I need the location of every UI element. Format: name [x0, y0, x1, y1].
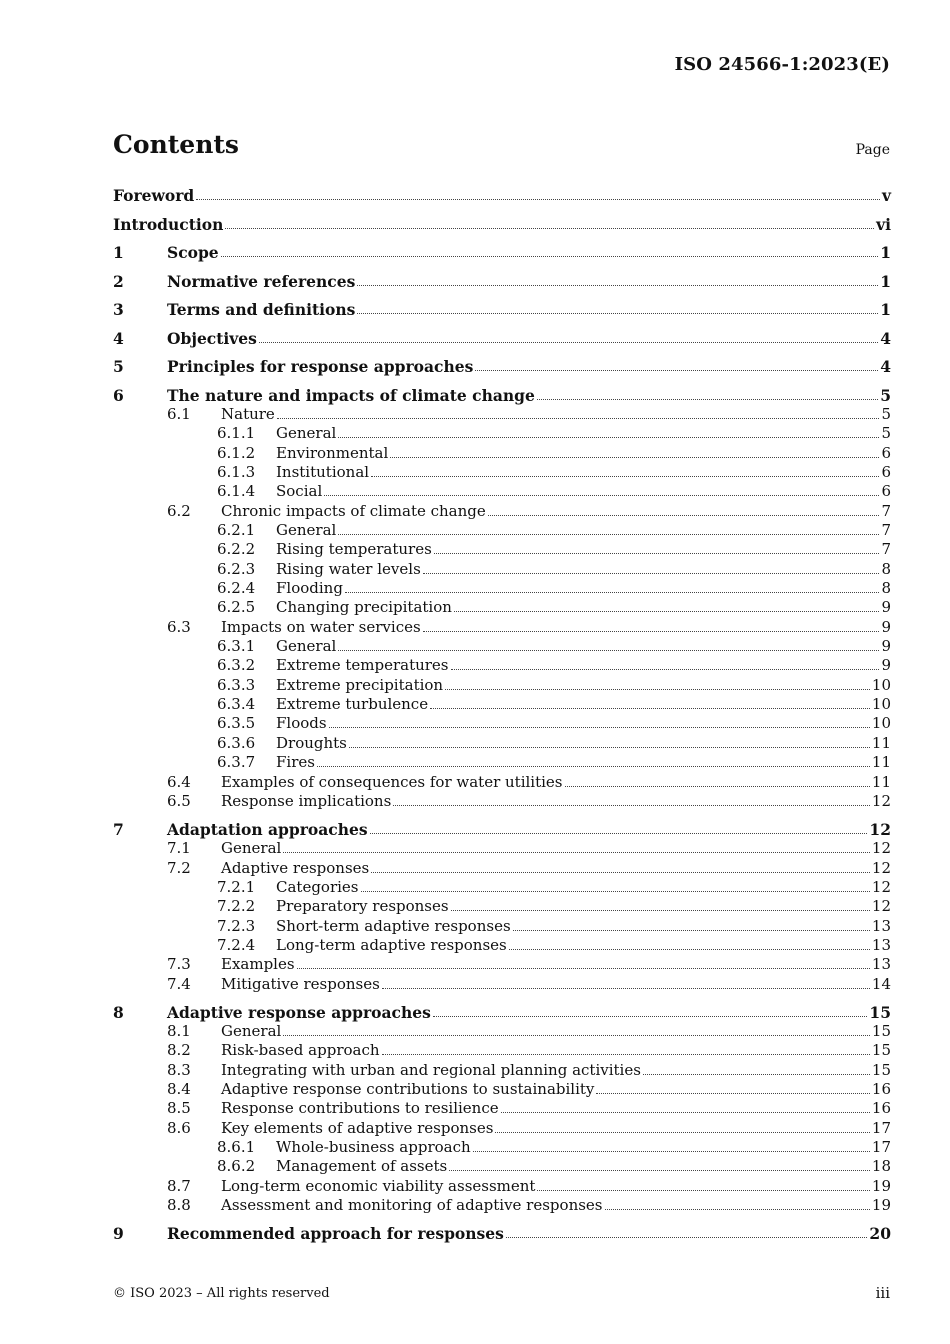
toc-entry-title: Impacts on water services [221, 617, 421, 636]
toc-entry-title: Adaptive response approaches [167, 1002, 431, 1022]
toc-entry-title: Rising water levels [276, 559, 421, 578]
toc-entry-page: 15 [871, 1041, 891, 1060]
toc-entry-number: 8.6 [167, 1118, 191, 1137]
toc-entry[interactable] [113, 329, 891, 348]
dot-leader [283, 1034, 870, 1036]
toc-entry[interactable] [113, 820, 891, 839]
toc-entry-page: 20 [869, 1224, 891, 1244]
toc-entry-page: 10 [871, 675, 891, 694]
toc-entry-title: Rising temperatures [276, 540, 432, 559]
dot-leader [506, 1236, 868, 1238]
toc-entry-title: The nature and impacts of climate change [167, 385, 535, 405]
toc-entry-page: 11 [871, 733, 891, 752]
toc-entry-number: 2 [113, 271, 124, 291]
toc-entry-number: 3 [113, 300, 124, 319]
toc-entry-number: 6.3.1 [217, 637, 256, 656]
toc-entry-title: Introduction [113, 214, 224, 234]
toc-entry-title: General [276, 637, 337, 656]
toc-entry-title: Floods [276, 714, 327, 733]
toc-entry-page: 18 [871, 1157, 891, 1176]
toc-entry-title: Categories [276, 877, 359, 896]
toc-entry[interactable] [113, 579, 891, 598]
toc-entry-page: 1 [880, 300, 891, 319]
dot-leader [196, 198, 880, 200]
toc-entry-page: 19 [871, 1196, 891, 1215]
toc-entry[interactable] [113, 215, 891, 234]
dot-leader [283, 851, 870, 853]
toc-entry-page: 17 [871, 1138, 891, 1157]
toc-entry[interactable] [113, 839, 891, 858]
toc-entry-number: 6.1.1 [217, 424, 256, 443]
dot-leader [357, 284, 878, 286]
toc-entry-number: 6.1.2 [217, 443, 256, 462]
toc-entry[interactable] [113, 1138, 891, 1157]
toc-entry-number: 1 [113, 243, 124, 262]
toc-entry-number: 6.3 [167, 617, 191, 636]
contents-heading: Contents [113, 130, 240, 159]
toc-entry-number: 6.2.2 [217, 540, 256, 559]
toc-entry[interactable] [113, 955, 891, 974]
toc-entry-page: 13 [871, 916, 891, 935]
toc-entry-title: Objectives [167, 328, 257, 348]
toc-entry[interactable] [113, 300, 891, 319]
toc-entry-page: 7 [881, 540, 891, 559]
toc-entry-page: 5 [881, 424, 891, 443]
toc-entry-page: 1 [880, 243, 891, 262]
toc-entry-page: 9 [881, 617, 891, 636]
dot-leader [537, 398, 878, 400]
toc-entry[interactable] [113, 936, 891, 955]
dot-leader [509, 948, 870, 950]
toc-entry-page: 15 [869, 1002, 891, 1022]
dot-leader [345, 591, 880, 593]
toc-entry[interactable] [113, 1061, 891, 1080]
toc-entry-title: Management of assets [276, 1157, 448, 1176]
toc-entry[interactable] [113, 1157, 891, 1176]
toc-entry-number: 7.2.1 [217, 877, 256, 896]
toc-entry[interactable] [113, 482, 891, 501]
toc-entry-title: Examples of consequences for water utilities [221, 772, 563, 791]
toc-entry[interactable] [113, 1080, 891, 1099]
page-column-label: Page [855, 142, 890, 158]
toc-entry[interactable] [113, 714, 891, 733]
toc-entry-page: 12 [871, 791, 891, 810]
dot-leader [488, 514, 880, 516]
toc-entry-number: 6.1 [167, 404, 191, 423]
toc-entry[interactable] [113, 186, 891, 205]
toc-entry-title: Nature [221, 404, 275, 423]
toc-entry[interactable] [113, 357, 891, 376]
toc-entry-title: Scope [167, 243, 219, 262]
toc-entry-page: 5 [881, 404, 891, 423]
toc-entry[interactable] [113, 598, 891, 617]
toc-entry-title: Short-term adaptive responses [276, 916, 511, 935]
toc-entry-number: 8.8 [167, 1196, 191, 1215]
toc-entry[interactable] [113, 386, 891, 405]
toc-entry-title: Extreme temperatures [276, 656, 449, 675]
toc-entry-number: 6.1.4 [217, 482, 256, 501]
toc-entry-page: 15 [871, 1022, 891, 1040]
toc-entry-page: 12 [871, 858, 891, 877]
toc-entry-page: 12 [869, 819, 891, 839]
toc-entry[interactable] [113, 444, 891, 463]
toc-entry[interactable] [113, 734, 891, 753]
toc-entry-page: 9 [881, 656, 891, 675]
toc-entry-title: Extreme turbulence [276, 695, 429, 714]
toc-entry-title: Risk-based approach [221, 1041, 380, 1060]
toc-entry[interactable] [113, 656, 891, 675]
page-number: iii [875, 1284, 890, 1302]
toc-entry-page: 13 [871, 935, 891, 954]
toc-entry-title: Extreme precipitation [276, 675, 444, 694]
toc-entry-number: 6.2.3 [217, 559, 256, 578]
toc-entry-number: 6.2.1 [217, 520, 256, 539]
toc-entry-page: 4 [880, 328, 891, 348]
toc-entry-title: Institutional [276, 462, 370, 481]
dot-leader [338, 436, 879, 438]
toc-entry-number: 8.5 [167, 1099, 191, 1118]
toc-entry-number: 6.3.6 [217, 733, 256, 752]
toc-entry-number: 9 [113, 1224, 124, 1244]
toc-entry-page: 19 [871, 1176, 891, 1195]
dot-leader [643, 1073, 870, 1075]
toc-entry[interactable] [113, 1177, 891, 1196]
toc-entry[interactable] [113, 1224, 891, 1243]
toc-entry[interactable] [113, 1003, 891, 1022]
toc-entry-number: 6.4 [167, 772, 191, 791]
toc-entry[interactable] [113, 463, 891, 482]
toc-entry-number: 8 [113, 1002, 124, 1022]
toc-entry-page: 12 [871, 877, 891, 896]
toc-entry[interactable] [113, 272, 891, 291]
toc-entry[interactable] [113, 859, 891, 878]
toc-entry[interactable] [113, 878, 891, 897]
dot-leader [434, 552, 880, 554]
toc-entry-number: 5 [113, 357, 124, 376]
dot-leader [329, 726, 870, 728]
toc-entry-page: 10 [871, 695, 891, 714]
dot-leader [430, 707, 870, 709]
dot-leader [473, 1150, 870, 1152]
toc-entry[interactable] [113, 405, 891, 424]
dot-leader [225, 227, 874, 229]
toc-entry[interactable] [113, 1041, 891, 1060]
toc-entry-title: Adaptive responses [221, 858, 370, 877]
toc-entry[interactable] [113, 560, 891, 579]
dot-leader [449, 1169, 870, 1171]
toc-entry-title: Changing precipitation [276, 598, 452, 617]
toc-entry[interactable] [113, 792, 891, 811]
toc-entry-page: 8 [881, 559, 891, 578]
toc-entry-number: 7.2.3 [217, 916, 256, 935]
toc-entry-page: 7 [881, 520, 891, 539]
toc-entry[interactable] [113, 521, 891, 540]
dot-leader [259, 341, 878, 343]
toc-entry-page: 13 [871, 955, 891, 974]
toc-entry[interactable] [113, 424, 891, 443]
dot-leader [317, 765, 870, 767]
toc-entry-title: Response implications [221, 791, 392, 810]
toc-entry-title: Foreword [113, 186, 195, 205]
toc-entry-title: Terms and definitions [167, 300, 356, 319]
toc-entry-page: 12 [871, 897, 891, 916]
toc-entry-number: 6.1.3 [217, 462, 256, 481]
dot-leader [382, 1053, 870, 1055]
toc-entry-number: 8.1 [167, 1022, 191, 1040]
dot-leader [454, 610, 880, 612]
toc-entry-title: Whole-business approach [276, 1138, 471, 1157]
dot-leader [338, 649, 879, 651]
toc-entry-title: Droughts [276, 733, 347, 752]
document-id: ISO 24566-1:2023(E) [674, 54, 890, 75]
dot-leader [370, 832, 868, 834]
toc-entry-title: General [276, 520, 337, 539]
toc-entry-title: Long-term economic viability assessment [221, 1176, 536, 1195]
toc-entry-title: Assessment and monitoring of adaptive responses [221, 1196, 603, 1215]
toc-entry-number: 8.7 [167, 1176, 191, 1195]
toc-entry-title: Key elements of adaptive responses [221, 1118, 494, 1137]
toc-entry-title: Response contributions to resilience [221, 1099, 499, 1118]
toc-entry-number: 7.1 [167, 839, 191, 858]
dot-leader [513, 929, 870, 931]
toc-entry-title: Flooding [276, 579, 343, 597]
dot-leader [324, 494, 879, 496]
toc-entry-page: 9 [881, 637, 891, 656]
dot-leader [357, 312, 878, 314]
toc-entry-page: 11 [871, 772, 891, 791]
dot-leader [445, 688, 870, 690]
toc-entry-number: 6.3.3 [217, 675, 256, 694]
dot-leader [565, 785, 870, 787]
toc-entry-page: vi [876, 214, 891, 234]
dot-leader [371, 871, 870, 873]
dot-leader [451, 909, 870, 911]
toc-entry-number: 6.3.5 [217, 714, 256, 733]
toc-entry-title: Principles for response approaches [167, 357, 474, 376]
toc-entry-page: 5 [880, 385, 891, 405]
toc-entry-page: 16 [871, 1080, 891, 1099]
toc-entry[interactable] [113, 773, 891, 792]
dot-leader [495, 1131, 869, 1133]
toc-entry-page: 9 [881, 598, 891, 617]
toc-entry-title: Long-term adaptive responses [276, 935, 507, 954]
toc-entry-number: 7.3 [167, 955, 191, 974]
dot-leader [277, 417, 880, 419]
dot-leader [605, 1208, 870, 1210]
toc-entry-page: 11 [871, 753, 891, 772]
dot-leader [221, 255, 879, 257]
dot-leader [596, 1092, 870, 1094]
dot-leader [338, 533, 879, 535]
dot-leader [433, 1015, 868, 1017]
toc-entry[interactable] [113, 1196, 891, 1215]
toc-entry-number: 6 [113, 385, 124, 405]
toc-entry-number: 8.2 [167, 1041, 191, 1060]
toc-entry-title: Environmental [276, 443, 389, 462]
toc-entry-page: 16 [871, 1099, 891, 1118]
toc-entry-page: 6 [881, 482, 891, 501]
toc-entry[interactable] [113, 540, 891, 559]
toc-entry-title: Chronic impacts of climate change [221, 501, 486, 520]
toc-entry[interactable] [113, 753, 891, 772]
toc-entry-title: Normative references [167, 271, 356, 291]
toc-entry-title: Social [276, 482, 323, 501]
toc-entry-page: 12 [871, 839, 891, 858]
toc-entry-title: General [221, 1022, 282, 1040]
toc-entry-title: Fires [276, 753, 315, 772]
toc-entry-title: Examples [221, 955, 295, 974]
dot-leader [297, 967, 870, 969]
toc-entry[interactable] [113, 637, 891, 656]
toc-entry-number: 8.4 [167, 1080, 191, 1099]
toc-entry-title: Adaptation approaches [167, 819, 368, 839]
toc-entry-number: 6.2 [167, 501, 191, 520]
toc-entry-number: 7 [113, 819, 124, 839]
toc-entry[interactable] [113, 1022, 891, 1041]
toc-entry-number: 6.5 [167, 791, 191, 810]
toc-entry-page: 7 [881, 501, 891, 520]
toc-entry-title: Recommended approach for responses [167, 1224, 504, 1244]
dot-leader [475, 369, 878, 371]
toc-entry[interactable] [113, 897, 891, 916]
dot-leader [371, 475, 879, 477]
copyright-notice: © ISO 2023 – All rights reserved [113, 1286, 330, 1301]
toc-entry-number: 6.2.5 [217, 598, 256, 617]
toc-entry-title: General [276, 424, 337, 443]
toc-entry-page: 14 [871, 974, 891, 993]
dot-leader [390, 456, 879, 458]
toc-entry[interactable] [113, 695, 891, 714]
toc-entry-page: 10 [871, 714, 891, 733]
toc-entry[interactable] [113, 676, 891, 695]
toc-entry-number: 8.6.1 [217, 1138, 256, 1157]
toc-entry-title: General [221, 839, 282, 858]
toc-entry-page: 6 [881, 443, 891, 462]
dot-leader [361, 890, 870, 892]
toc-entry-page: 8 [881, 579, 891, 597]
toc-entry-page: 15 [871, 1060, 891, 1079]
dot-leader [451, 668, 880, 670]
dot-leader [537, 1189, 869, 1191]
toc-entry[interactable] [113, 618, 891, 637]
toc-entry-number: 6.2.4 [217, 579, 256, 597]
toc-entry[interactable] [113, 502, 891, 521]
toc-entry-number: 7.2 [167, 858, 191, 877]
toc-entry-number: 8.3 [167, 1060, 191, 1079]
toc-entry-number: 6.3.7 [217, 753, 256, 772]
toc-entry-title: Adaptive response contributions to sustainability [221, 1080, 595, 1099]
toc-entry-page: 4 [880, 357, 891, 376]
toc-entry-number: 7.2.2 [217, 897, 256, 916]
toc-entry-number: 8.6.2 [217, 1157, 256, 1176]
dot-leader [393, 804, 870, 806]
toc-entry[interactable] [113, 975, 891, 994]
dot-leader [349, 746, 870, 748]
toc-entry-title: Mitigative responses [221, 974, 380, 993]
dot-leader [423, 572, 880, 574]
toc-entry-title: Preparatory responses [276, 897, 449, 916]
toc-entry-number: 7.4 [167, 974, 191, 993]
dot-leader [382, 987, 870, 989]
toc-entry-page: 17 [871, 1118, 891, 1137]
toc-entry[interactable] [113, 1119, 891, 1138]
toc-entry-page: 6 [881, 462, 891, 481]
dot-leader [501, 1111, 870, 1113]
toc-entry[interactable] [113, 243, 891, 262]
dot-leader [423, 630, 880, 632]
toc-entry-title: Integrating with urban and regional planning activities [221, 1060, 641, 1079]
toc-entry-number: 7.2.4 [217, 935, 256, 954]
toc-entry-page: v [881, 186, 891, 205]
toc-entry-page: 1 [880, 271, 891, 291]
toc-entry-number: 6.3.2 [217, 656, 256, 675]
toc-entry-number: 6.3.4 [217, 695, 256, 714]
toc-entry[interactable] [113, 1099, 891, 1118]
toc-entry[interactable] [113, 917, 891, 936]
toc-entry-number: 4 [113, 328, 124, 348]
